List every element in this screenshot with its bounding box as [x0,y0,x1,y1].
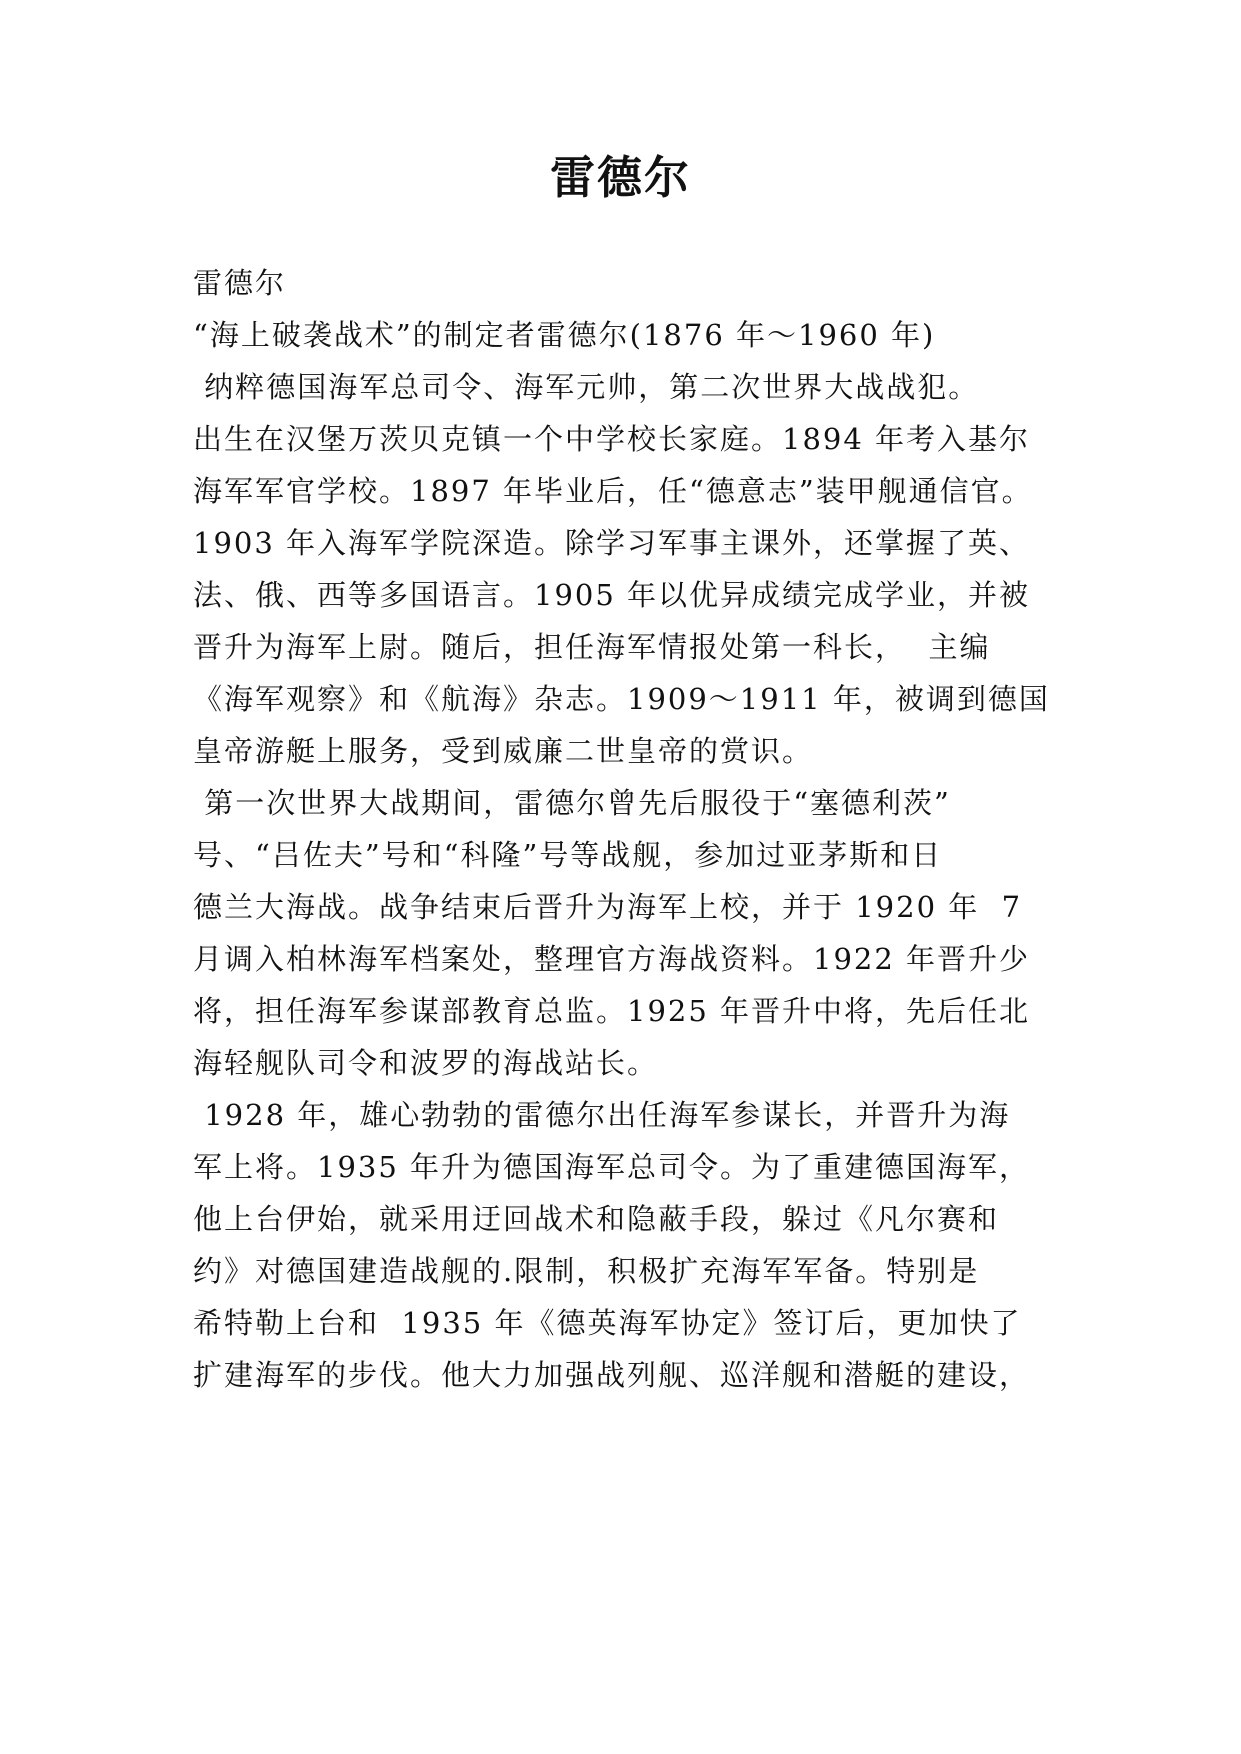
text-line: 扩建海军的步伐。他大力加强战列舰、巡洋舰和潜艇的建设， [193,1358,1031,1392]
text-line: 纳粹德国海军总司令、海军元帅，第二次世界大战战犯。 [193,370,980,404]
text-line: 海轻舰队司令和波罗的海战站长。 [193,1046,659,1080]
text-line: 将，担任海军参谋部教育总监。1925 年晋升中将，先后任北 [193,994,1031,1028]
document-title: 雷德尔 [549,151,691,204]
text-line: 军上将。1935 年升为德国海军总司令。为了重建德国海军， [193,1150,1031,1184]
text-line: 雷德尔 [193,266,287,300]
text-line: 第一次世界大战期间，雷德尔曾先后服役于“塞德利茨” [193,786,951,820]
text-line: 海军军官学校。1897 年毕业后，任“德意志”装甲舰通信官。 [193,474,1033,508]
text-line: 晋升为海军上尉。随后，担任海军情报处第一科长， 主编 [193,630,991,664]
text-line: 德兰大海战。战争结束后晋升为海军上校，并于 1920 年 7 [193,890,1023,924]
text-line: “海上破袭战术”的制定者雷德尔(1876 年～1960 年) [193,318,936,352]
text-line: 约》对德国建造战舰的.限制，积极扩充海军军备。特别是 [193,1254,980,1288]
text-line: 法、俄、西等多国语言。1905 年以优异成绩完成学业，并被 [193,578,1031,612]
text-line: 他上台伊始，就采用迂回战术和隐蔽手段，躲过《凡尔赛和 [193,1202,1000,1236]
text-line: 希特勒上台和 1935 年《德英海军协定》签订后，更加快了 [193,1306,1022,1340]
text-line: 出生在汉堡万茨贝克镇一个中学校长家庭。1894 年考入基尔 [193,422,1031,456]
text-line: 号、“吕佐夫”号和“科隆”号等战舰，参加过亚茅斯和日 [193,838,943,872]
text-line: 1903 年入海军学院深造。除学习军事主课外，还掌握了英、 [193,526,1031,560]
text-line: 1928 年，雄心勃勃的雷德尔出任海军参谋长，并晋升为海 [193,1098,1011,1132]
text-line: 《海军观察》和《航海》杂志。1909～1911 年，被调到德国 [193,682,1050,716]
text-line: 皇帝游艇上服务，受到威廉二世皇帝的赏识。 [193,734,814,768]
text-line: 月调入柏林海军档案处，整理官方海战资料。1922 年晋升少 [193,942,1031,976]
